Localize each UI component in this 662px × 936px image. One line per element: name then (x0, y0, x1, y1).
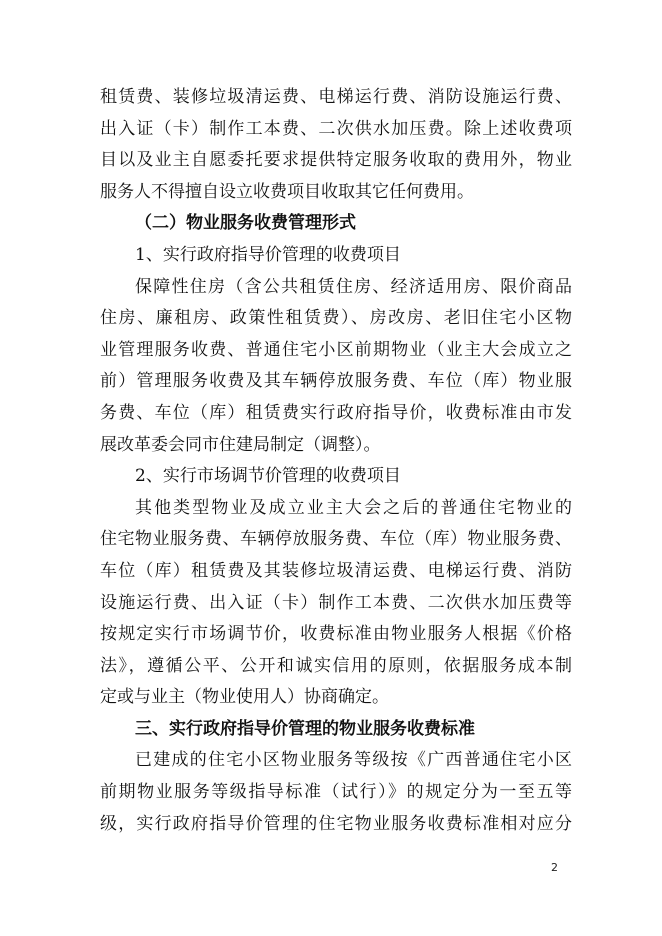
text-line: 已建成的住宅小区物业服务等级按《广西普通住宅小区 (135, 750, 572, 771)
subsection-heading: 1、实行政府指导价管理的收费项目 (135, 244, 401, 265)
text-line: 住宅物业服务费、车辆停放服务费、车位（库）物业服务费、 (100, 529, 572, 550)
text-line: 定或与业主（物业使用人）协商确定。 (100, 687, 389, 708)
text-line: 按规定实行市场调节价，收费标准由物业服务人根据《价格 (100, 624, 572, 645)
page-number: 2 (551, 861, 558, 874)
text-line: 法》，遵循公平、公开和诚实信用的原则，依据服务成本制 (100, 655, 572, 676)
text-line: 住房、廉租房、政策性租赁费）、房改房、老旧住宅小区物 (100, 308, 572, 329)
text-line: 其他类型物业及成立业主大会之后的普通住宅物业的 (135, 497, 572, 518)
text-line: 前）管理服务收费及其车辆停放服务费、车位（库）物业服 (100, 371, 572, 392)
text-line: 务费、车位（库）租赁费实行政府指导价，收费标准由市发 (100, 402, 572, 423)
text-line: 车位（库）租赁费及其装修垃圾清运费、电梯运行费、消防 (100, 560, 572, 581)
text-line: 业管理服务收费、普通住宅小区前期物业（业主大会成立之 (100, 339, 572, 360)
text-line: 租赁费、装修垃圾清运费、电梯运行费、消防设施运行费、 (100, 87, 572, 107)
text-line: 出入证（卡）制作工本费、二次供水加压费。除上述收费项 (100, 118, 572, 139)
document-body (100, 82, 572, 840)
text-line: 设施运行费、出入证（卡）制作工本费、二次供水加压费等 (100, 592, 572, 613)
text-line: 展改革委会同市住建局制定（调整）。 (100, 434, 381, 455)
section-heading: 三、实行政府指导价管理的物业服务收费标准 (135, 718, 475, 739)
text-line: 服务人不得擅自设立收费项目收取其它任何费用。 (100, 181, 474, 202)
subsection-heading: 2、实行市场调节价管理的收费项目 (135, 466, 401, 487)
text-line: 级，实行政府指导价管理的住宅物业服务收费标准相对应分 (100, 813, 572, 834)
text-line: 前期物业服务等级指导标准（试行）》的规定分为一至五等 (100, 782, 572, 803)
section-heading: （二）物业服务收费管理形式 (135, 213, 356, 234)
text-line: 目以及业主自愿委托要求提供特定服务收取的费用外，物业 (100, 150, 572, 171)
text-line: 保障性住房（含公共租赁住房、经济适用房、限价商品 (135, 276, 572, 297)
